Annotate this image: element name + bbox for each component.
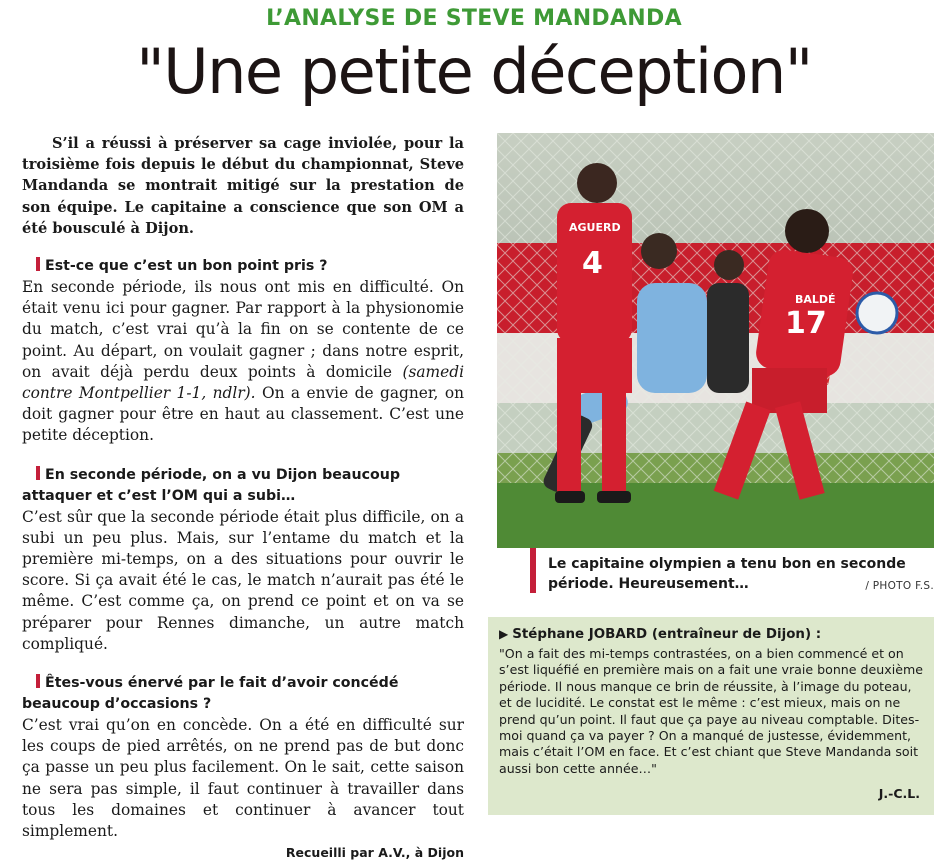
- jersey-number-17: 17: [785, 306, 827, 341]
- interview-signature: Recueilli par A.V., à Dijon: [285, 845, 464, 861]
- article-intro: S’il a réussi à préserver sa cage inviolée, pour la troisième fois depuis le début du championnat, Steve Mandanda se montrait mitigé sur la prestation de son équipe. Le capitaine a conscience que son OM a été bousculé à Dijon.: [22, 135, 464, 237]
- question-marker: [36, 466, 40, 480]
- coach-quote-box: [488, 617, 934, 815]
- interview-answer: C’est vrai qu’on en concède. On a été en difficulté sur les coups de pied arrêtés, on ne prend pas de but donc ça passe un peu plus facilement. On le sait, cette saison ne sera pas simple, il faut continuer à travailler dans tous les domaines et continuer à avancer tout simplement.: [22, 716, 464, 841]
- question-marker: [36, 674, 40, 688]
- football: [857, 293, 897, 333]
- interview-question: Est-ce que c’est un bon point pris ?: [22, 256, 464, 277]
- triangle-right-icon: ▶: [499, 627, 509, 641]
- photo-credit: / PHOTO F.S.: [865, 580, 934, 592]
- interview-column: [22, 133, 464, 863]
- coach-quote-signature: J.-C.L.: [878, 786, 920, 801]
- article-kicker: L’ANALYSE DE STEVE MANDANDA: [266, 6, 682, 31]
- jersey-name-aguerd: AGUERD: [569, 221, 621, 234]
- jersey-name-balde: BALDÉ: [795, 293, 836, 306]
- coach-quote-text: "On a fait des mi-temps contrastées, on a bien commencé et on s’est liquéfié en première mais on a fait une vraie bonne deuxième période. Il nous manque ce brin de réussite, à l’image du poteau, et de lucidité. Le constat est le même : c’est mieux, mais on ne prend qu’un point. Il faut que ça paye au niveau comptable. Dites-moi quand ça va payer ? On a manqué de justesse, évidemment, mais c’était l’OM en face. Et c’est chiant que Steve Mandanda soit aussi bon cette année…": [499, 646, 923, 776]
- question-marker: [36, 257, 40, 271]
- jersey-number-4: 4: [582, 246, 603, 281]
- match-photo: [497, 133, 934, 548]
- interview-answer: En seconde période, ils nous ont mis en difficulté. On était venu ici pour gagner. Par rapport à la physionomie du match, c’est vrai qu’à la fin on se contente de ce point. Au départ, on voulait gagner ; dans notre esprit, on avait déjà perdu deux points à domicile (samedi contre Montpellier 1-1, ndlr). On a envie de gagner, on doit gagner pour être en haut au classement. C’est une petite déception.: [22, 278, 464, 445]
- article-headline: "Une petite déception": [136, 35, 812, 108]
- caption-marker: [530, 548, 536, 593]
- interview-question: En seconde période, on a vu Dijon beaucoup attaquer et c’est l’OM qui a subi…: [22, 466, 401, 504]
- coach-quote-title: ▶ Stéphane JOBARD (entraîneur de Dijon) :: [499, 627, 822, 642]
- photo-caption: Le capitaine olympien a tenu bon en seconde période. Heureusement…: [548, 556, 906, 592]
- interview-question: Êtes-vous énervé par le fait d’avoir concédé beaucoup d’occasions ?: [22, 675, 399, 713]
- interview-answer: C’est sûr que la seconde période était plus difficile, on a subi un peu plus. Mais, sur l’entame du match et la première mi-temps, on a des situations pour ouvrir le score. Si ça avait été le cas, le match n’aurait pas été le même. C’est comme ça, on prend ce point et on va se préparer pour Rennes dimanche, un autre match compliqué.: [22, 507, 464, 653]
